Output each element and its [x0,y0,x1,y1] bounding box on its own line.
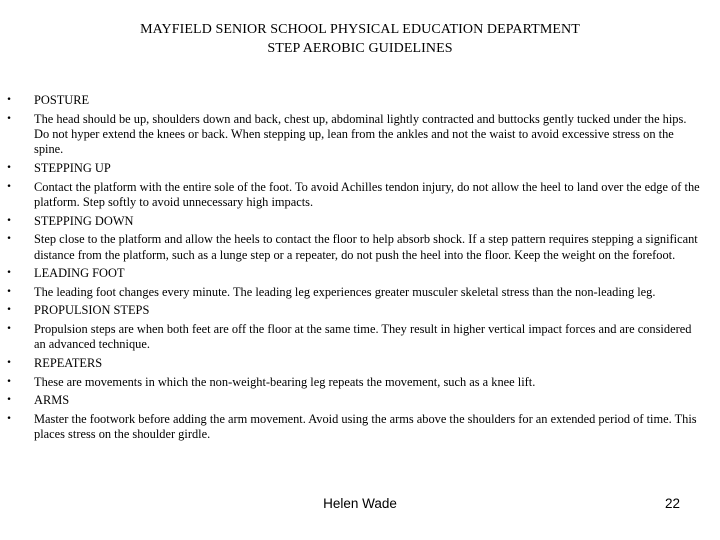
bullet-icon: • [6,286,12,297]
footer-author: Helen Wade [323,496,397,511]
list-item-text: Contact the platform with the entire sole of the foot. To avoid Achilles tendon injury, do not allow the heel to land over the edge of the platform. Step softly to avoid unnecessary high impacts. [34,179,700,209]
posture-text [0,112,720,158]
bullet-icon: • [6,113,12,124]
stepping-up-text [0,180,720,211]
bullet-icon: • [6,395,12,406]
bullet-icon: • [6,268,12,279]
page-title [0,20,720,58]
list-item-text: LEADING FOOT [34,266,125,281]
heading-propulsion-steps [0,303,720,318]
page-number: 22 [664,496,680,511]
list-item-text: STEPPING UP [34,161,111,175]
list-item-text: Step close to the platform and allow the heels to contact the floor to help absorb shock. If a step pattern requires stepping a significant distance from the platform, such as a lunge step or a repeater, do not push the heel into the floor. Keep the weight on the forefoot. [34,232,698,262]
bullet-icon: • [6,163,12,173]
title-line-2: STEP AEROBIC GUIDELINES [267,41,453,56]
title-line-1: MAYFIELD SENIOR SCHOOL PHYSICAL EDUCATION DEPARTMENT [140,22,580,37]
heading-stepping-up [0,161,720,176]
leading-foot-text [0,285,720,300]
list-item-text: The leading foot changes every minute. The leading leg experiences greater musculer skeletal stress than the non-leading leg. [34,284,656,299]
list-item-text: These are movements in which the non-weight-bearing leg repeats the movement, such as a knee lift. [34,374,536,389]
heading-leading-foot [0,266,720,281]
heading-stepping-down [0,214,720,229]
bullet-icon: • [6,215,12,226]
list-item-text: The head should be up, shoulders down and back, chest up, abdominal lightly contracted and buttocks gently tucked under the hips. Do not hyper extend the knees or back. When stepping up, lean from the ankles and not the waist to avoid excessive stress on the spine. [34,111,687,157]
propulsion-steps-text [0,322,720,353]
list-item-text: Propulsion steps are when both feet are off the floor at the same time. They result in higher vertical impact forces and are considered an advanced technique. [34,321,692,352]
list-item-text: REPEATERS [34,355,103,370]
repeaters-text [0,375,720,390]
guidelines-list [0,93,720,446]
bullet-icon: • [6,305,12,316]
list-item-text: ARMS [34,393,70,408]
list-item-text: STEPPING DOWN [34,213,134,228]
arms-text [0,412,720,443]
bullet-icon: • [6,95,12,105]
heading-posture [0,93,720,108]
bullet-icon: • [6,181,12,192]
bullet-icon: • [6,376,12,387]
heading-repeaters [0,356,720,371]
list-item-text: Master the footwork before adding the arm movement. Avoid using the arms above the shoulders for an extended period of time. This places stress on the shoulder girdle. [34,411,697,442]
bullet-icon: • [6,357,12,368]
heading-arms [0,393,720,408]
list-item-text: PROPULSION STEPS [34,303,150,318]
stepping-down-text [0,232,720,263]
bullet-icon: • [6,234,12,245]
bullet-icon: • [6,413,12,424]
bullet-icon: • [6,323,12,334]
list-item-text: POSTURE [34,93,90,107]
